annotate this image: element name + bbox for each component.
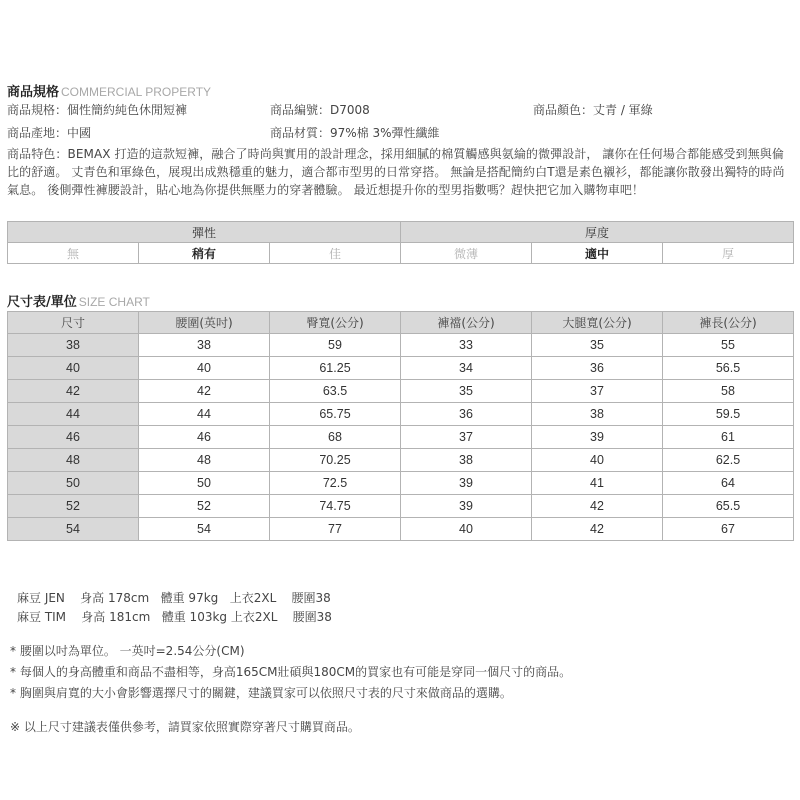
- cell-size: 46: [8, 426, 139, 449]
- product-origin: 商品產地：中國: [7, 126, 92, 140]
- cell-size: 50: [8, 472, 139, 495]
- note-waist-unit: * 腰圍以吋為單位。 一英吋=2.54公分(CM): [10, 644, 245, 658]
- cell-hip: 72.5: [270, 472, 401, 495]
- cell-length: 62.5: [663, 449, 794, 472]
- size-chart-title-en: SIZE CHART: [78, 295, 150, 309]
- cell-hip: 65.75: [270, 403, 401, 426]
- product-info-title-en: COMMERCIAL PROPERTY: [61, 85, 212, 99]
- cell-rise: 40: [401, 518, 532, 541]
- cell-length: 65.5: [663, 495, 794, 518]
- cell-hip: 77: [270, 518, 401, 541]
- size-row: [8, 495, 794, 518]
- cell-hip: 74.75: [270, 495, 401, 518]
- cell-hip: 61.25: [270, 357, 401, 380]
- size-chart-title: [7, 291, 150, 310]
- note-body-size: * 每個人的身高體重和商品不盡相等，身高165CM壯碩與180CM的買家也有可能是穿同一個尺寸的商品。: [10, 665, 572, 679]
- cell-hip: 68: [270, 426, 401, 449]
- cell-thigh: 36: [532, 357, 663, 380]
- cell-rise: 34: [401, 357, 532, 380]
- disclaimer: ※ 以上尺寸建議表僅供參考，請買家依照實際穿著尺寸購買商品。: [10, 720, 360, 734]
- product-info-title: [7, 81, 211, 100]
- cell-size: 52: [8, 495, 139, 518]
- elasticity-header: 彈性: [8, 222, 401, 243]
- size-row: [8, 334, 794, 357]
- product-color: 商品顏色：丈青 / 軍綠: [533, 103, 653, 117]
- elasticity-option: 無: [8, 243, 139, 264]
- cell-rise: 36: [401, 403, 532, 426]
- header-rise: 褲襠(公分): [401, 312, 532, 334]
- cell-size: 44: [8, 403, 139, 426]
- size-chart-table: [7, 311, 794, 541]
- cell-rise: 33: [401, 334, 532, 357]
- cell-size: 48: [8, 449, 139, 472]
- header-length: 褲長(公分): [663, 312, 794, 334]
- cell-waist: 40: [139, 357, 270, 380]
- size-row: [8, 518, 794, 541]
- feature-header-row: [8, 222, 794, 243]
- cell-waist: 44: [139, 403, 270, 426]
- thickness-option-selected: 適中: [532, 243, 663, 264]
- cell-rise: 39: [401, 495, 532, 518]
- size-chart-title-zh: 尺寸表/單位: [7, 295, 77, 310]
- feature-table: [7, 221, 794, 264]
- cell-size: 40: [8, 357, 139, 380]
- cell-length: 59.5: [663, 403, 794, 426]
- product-code: 商品編號：D7008: [270, 103, 370, 117]
- note-chest-shoulder: * 胸圍與肩寬的大小會影響選擇尺寸的關鍵，建議買家可以依照尺寸表的尺寸來做商品的選購。: [10, 686, 512, 700]
- cell-thigh: 39: [532, 426, 663, 449]
- size-row: [8, 426, 794, 449]
- cell-length: 58: [663, 380, 794, 403]
- cell-thigh: 37: [532, 380, 663, 403]
- cell-waist: 42: [139, 380, 270, 403]
- cell-waist: 54: [139, 518, 270, 541]
- cell-thigh: 40: [532, 449, 663, 472]
- cell-thigh: 42: [532, 495, 663, 518]
- thickness-header: 厚度: [401, 222, 794, 243]
- cell-thigh: 41: [532, 472, 663, 495]
- cell-length: 61: [663, 426, 794, 449]
- cell-size: 42: [8, 380, 139, 403]
- cell-waist: 50: [139, 472, 270, 495]
- size-chart-header-row: [8, 312, 794, 334]
- cell-thigh: 35: [532, 334, 663, 357]
- header-hip: 臀寬(公分): [270, 312, 401, 334]
- cell-thigh: 42: [532, 518, 663, 541]
- header-thigh: 大腿寬(公分): [532, 312, 663, 334]
- cell-hip: 70.25: [270, 449, 401, 472]
- thickness-option: 厚: [663, 243, 794, 264]
- cell-rise: 37: [401, 426, 532, 449]
- cell-length: 56.5: [663, 357, 794, 380]
- size-row: [8, 449, 794, 472]
- product-info-title-zh: 商品規格: [7, 85, 60, 100]
- size-row: [8, 380, 794, 403]
- cell-waist: 52: [139, 495, 270, 518]
- cell-length: 55: [663, 334, 794, 357]
- feature-options-row: [8, 243, 794, 264]
- product-spec: 商品規格：個性簡約純色休閒短褲: [7, 103, 188, 117]
- cell-size: 54: [8, 518, 139, 541]
- elasticity-option: 佳: [270, 243, 401, 264]
- size-row: [8, 472, 794, 495]
- cell-hip: 63.5: [270, 380, 401, 403]
- model-tim: 麻豆 TIM 身高 181cm 體重 103kg 上衣2XL 腰圍38: [17, 610, 332, 624]
- elasticity-option-selected: 稍有: [139, 243, 270, 264]
- thickness-option: 微薄: [401, 243, 532, 264]
- cell-length: 64: [663, 472, 794, 495]
- cell-waist: 48: [139, 449, 270, 472]
- cell-hip: 59: [270, 334, 401, 357]
- cell-thigh: 38: [532, 403, 663, 426]
- cell-rise: 38: [401, 449, 532, 472]
- size-row: [8, 357, 794, 380]
- product-description: 商品特色：BEMAX 打造的這款短褲，融合了時尚與實用的設計理念，採用細膩的棉質觸感與氨綸的微彈設計， 讓你在任何場合都能感受到無與倫比的舒適。 丈青色和軍綠色，展現出成熟穩重的魅力，適合都市型男的日常穿搭。 無論是搭配簡約白T還是素色襯衫，都能讓你散發出獨特的時尚氣息。 後側彈性褲腰設計，貼心地為你提供無壓力的穿著體驗。 最近想提升你的型男指數嗎？趕快把它加入購物車吧！: [7, 147, 785, 197]
- cell-length: 67: [663, 518, 794, 541]
- size-row: [8, 403, 794, 426]
- cell-waist: 46: [139, 426, 270, 449]
- product-material: 商品材質：97%棉 3%彈性纖維: [270, 126, 440, 140]
- cell-rise: 39: [401, 472, 532, 495]
- cell-rise: 35: [401, 380, 532, 403]
- header-waist: 腰圍(英吋): [139, 312, 270, 334]
- model-jen: 麻豆 JEN 身高 178cm 體重 97kg 上衣2XL 腰圍38: [17, 591, 331, 605]
- cell-waist: 38: [139, 334, 270, 357]
- header-size: 尺寸: [8, 312, 139, 334]
- cell-size: 38: [8, 334, 139, 357]
